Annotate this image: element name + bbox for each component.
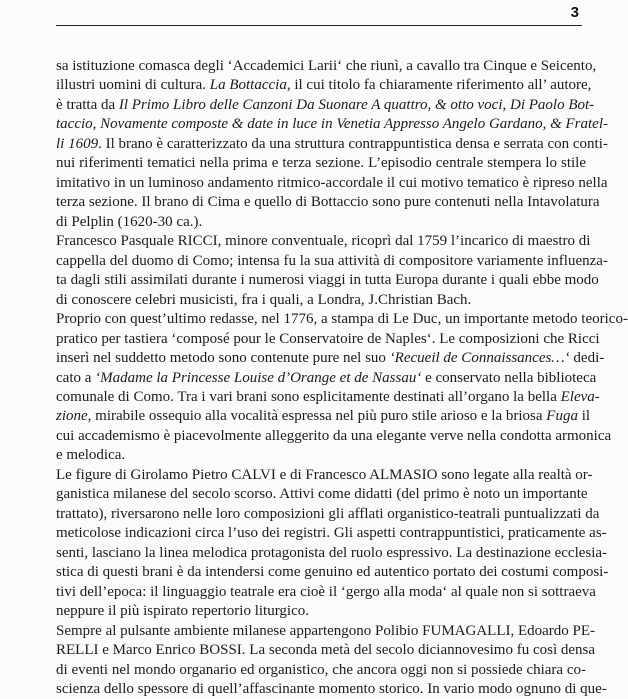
text-line [56, 583, 596, 602]
italic-text: taccio, Novamente composte & date in luce in Venetia Appresso Angelo Gardano, & Fratel- [56, 116, 608, 133]
text-line [56, 57, 597, 76]
text-run: imitativo in un luminoso andamento ritmico-accordale il cui motivo tematico è ripreso nella [56, 174, 608, 191]
text-run: e melodica. [56, 447, 126, 464]
text-run: pratico per tastiera ‘composé pour le Conservatoire de Naples‘. Le composizioni che Ricci [56, 330, 600, 347]
text-run: Francesco Pasquale RICCI, minore conventuale, ricoprì dal 1759 l’incarico di maestro di [56, 233, 591, 250]
text-run: cappella del duomo di Como; intensa fu la sua attività di compositore variamente influenza- [56, 252, 608, 269]
text-line [56, 291, 586, 310]
header-rule [56, 25, 582, 26]
text-line [56, 544, 608, 563]
italic-text: Il Primo Libro delle Canzoni Da Suonare A quattro, & otto voci, Di Paolo Bot- [118, 96, 595, 113]
italic-text: Fuga [546, 408, 578, 425]
text-run: il [577, 408, 591, 425]
italic-text: li 1609 [56, 135, 99, 152]
text-run: di Pelplin (1620-30 ca.). [56, 213, 203, 230]
text-line [56, 505, 600, 524]
text-line [56, 213, 586, 232]
text-run: di conoscere celebri musicisti, fra i quali, a Londra, J.Christian Bach. [56, 291, 472, 308]
body-text [56, 57, 628, 699]
text-line [56, 641, 596, 660]
text-run: meticolose indicazioni circa l’uso dei registri. Gli aspetti contrappuntistici, praticamente as- [56, 525, 607, 542]
text-run: tivi dell’epoca: il linguaggio teatrale era cioè il ‘gergo alla moda‘ al quale non si sottraeva [56, 583, 596, 600]
text-run: . Il brano è caratterizzato da una struttura contrappuntistica densa e serrata con conti- [98, 135, 608, 152]
text-run: Proprio con quest’ultimo redasse, nel 1776, a stampa di Le Duc, un importante metodo teorico- [56, 311, 628, 328]
text-line [56, 622, 596, 641]
text-run: di eventi nel mondo organario ed organistico, che ancora oggi non si possiede chiara co- [56, 661, 586, 678]
text-run: cui accademismo è piacevolmente alleggerito da una elegante verve nella condotta armonica [56, 427, 612, 444]
text-line [56, 407, 591, 426]
text-run: sa istituzione comasca degli ‘Accademici Larii‘ che riunì, a cavallo tra Cinque e Seicento, [56, 58, 597, 74]
text-run: neppure il più ispirato repertorio liturgico. [56, 603, 309, 620]
italic-text: zione [56, 408, 88, 425]
italic-text: ‘Recueil de Connaissances…‘ [389, 350, 570, 367]
paragraph [56, 232, 608, 310]
text-line [56, 563, 609, 582]
text-run: terza sezione. Il brano di Cima e quello di Bottaccio sono pure contenuti nella Intavolatura [56, 194, 600, 211]
paragraph [56, 57, 608, 232]
text-line [56, 154, 586, 173]
text-run: ganistica milanese del secolo scorso. Attivi come didatti (del primo è noto un importante [56, 486, 588, 503]
text-line [56, 446, 586, 465]
paragraph [56, 622, 607, 699]
text-line [56, 232, 591, 251]
text-line [56, 330, 600, 349]
text-line [56, 115, 608, 134]
text-run: inserì nel suddetto metodo sono contenute pure nel suo [56, 350, 390, 367]
text-run: illustri uomini di cultura. [56, 77, 210, 94]
text-run: Le figure di Girolamo Pietro CALVI e di Francesco ALMASIO sono legate alla realtà or- [56, 466, 593, 483]
text-run: dedi- [569, 350, 605, 367]
page-number: 3 [570, 4, 579, 21]
text-run: trattato), riversarono nelle loro composizioni gli afflati organistico-teatrali puntualizzati da [56, 505, 600, 522]
paragraph [56, 466, 609, 622]
text-line [56, 193, 600, 212]
text-line [56, 135, 608, 154]
text-run: cato a [56, 369, 96, 386]
text-run: è tratta da [56, 96, 119, 113]
text-line [56, 466, 593, 485]
text-line [56, 388, 600, 407]
text-run: , il cui titolo fa chiaramente riferimento all’ autore, [286, 77, 592, 94]
text-line [56, 271, 599, 290]
text-run: senti, lasciano la linea melodica protagonista del ruolo espressivo. La destinazione ecclesia- [56, 544, 608, 561]
text-line [56, 524, 607, 543]
italic-text: ‘Madame la Princesse Louise d’Orange et de Nassau‘ [95, 369, 422, 386]
text-run: scienza dello spessore di quell’affascinante momento storico. In vario modo ognuno di que- [56, 681, 607, 697]
text-line [56, 661, 586, 680]
text-line [56, 602, 586, 621]
text-line [56, 349, 605, 368]
text-run: stica di questi brani è da intendersi come genuino ed autentico portato dei costumi composi- [56, 564, 609, 581]
italic-text: Eleva- [560, 388, 600, 405]
text-run: nui riferimenti tematici nella prima e terza sezione. L’episodio centrale stempera lo stile [56, 155, 586, 172]
text-run: comunale di Como. Tra i vari brani sono esplicitamente destinati all’organo la bella [56, 388, 561, 405]
text-line [56, 174, 608, 193]
text-run: Sempre al pulsante ambiente milanese appartengono Polibio FUMAGALLI, Edoardo PE- [56, 622, 596, 639]
text-line [56, 369, 597, 388]
text-line [56, 76, 592, 95]
text-run: e conservato nella biblioteca [421, 369, 597, 386]
text-line [56, 680, 607, 699]
text-run: ta dagli stili assimilati durante i numerosi viaggi in tutta Europa durante i quali ebbe modo [56, 272, 599, 289]
text-run: , mirabile ossequio alla vocalità espressa nel più puro stile arioso e la briosa [87, 408, 547, 425]
text-run: RELLI e Marco Enrico BOSSI. La seconda metà del secolo diciannovesimo fu così densa [56, 642, 596, 659]
italic-text: La Bottaccia [209, 77, 287, 94]
text-line [56, 485, 586, 504]
text-line [56, 96, 595, 115]
text-line [56, 427, 612, 446]
text-line [56, 252, 608, 271]
paragraph [56, 310, 628, 466]
text-line [56, 310, 628, 329]
